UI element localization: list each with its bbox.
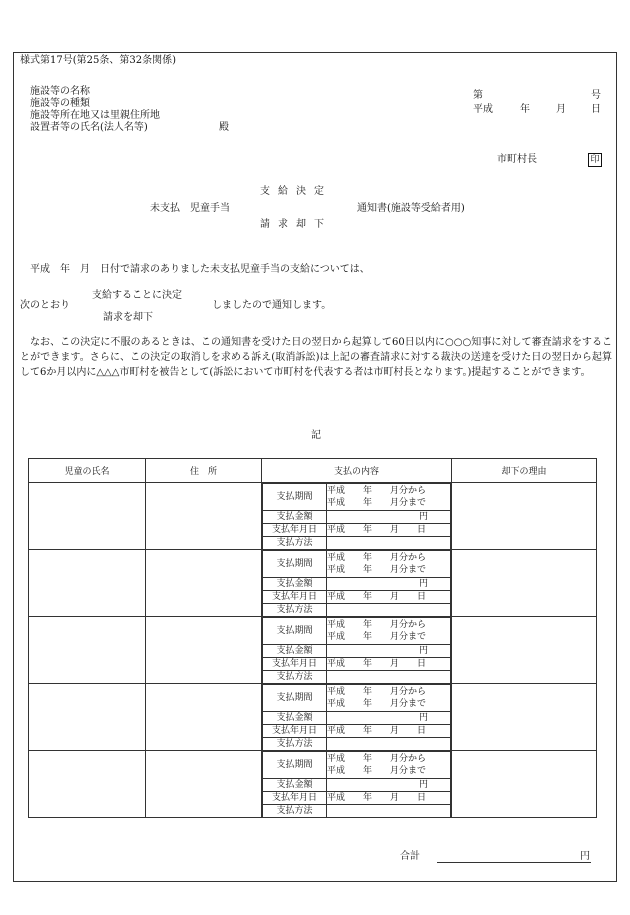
payment-detail xyxy=(262,550,451,616)
value-period[interactable]: 平成 年 月分から 平成 年 月分まで xyxy=(327,752,451,779)
value-method[interactable] xyxy=(327,805,451,818)
ki-heading: 記 xyxy=(311,430,321,441)
value-pay-date[interactable]: 平成 年 月 日 xyxy=(327,792,451,805)
value-method[interactable] xyxy=(327,671,451,684)
date-era: 平成 xyxy=(473,104,493,115)
label-period: 支払期間 xyxy=(263,484,327,511)
cell-child-name[interactable] xyxy=(29,751,146,818)
value-method[interactable] xyxy=(327,537,451,550)
total-unit: 円 xyxy=(580,851,590,862)
field-facility-name: 施設等の名称 xyxy=(30,86,90,97)
cell-payment-content xyxy=(262,684,452,751)
cell-address[interactable] xyxy=(146,684,262,751)
value-period[interactable]: 平成 年 月分から 平成 年 月分まで xyxy=(327,551,451,578)
cell-address[interactable] xyxy=(146,617,262,684)
label-amount: 支払金額 xyxy=(263,511,327,524)
cell-payment-content xyxy=(262,550,452,617)
paragraph-1: 平成 年 月 日付で請求のありました未支払児童手当の支給については、 xyxy=(30,264,370,275)
cell-rejection-reason[interactable] xyxy=(452,483,597,550)
value-period[interactable]: 平成 年 月分から 平成 年 月分まで xyxy=(327,618,451,645)
cell-address[interactable] xyxy=(146,550,262,617)
table-row xyxy=(29,684,597,751)
label-pay-date: 支払年月日 xyxy=(263,591,327,604)
value-amount[interactable]: 円 xyxy=(327,712,451,725)
title-lower: 請求却下 xyxy=(260,219,332,230)
label-period: 支払期間 xyxy=(263,618,327,645)
header-payment-content: 支払の内容 xyxy=(262,459,452,483)
header-rejection-reason: 却下の理由 xyxy=(452,459,597,483)
cell-child-name[interactable] xyxy=(29,550,146,617)
value-pay-date[interactable]: 平成 年 月 日 xyxy=(327,524,451,537)
payment-table xyxy=(28,458,597,818)
doc-number-dai: 第 xyxy=(473,90,483,101)
cell-payment-content xyxy=(262,751,452,818)
value-amount[interactable]: 円 xyxy=(327,645,451,658)
paragraph-2-suffix: しましたので通知します。 xyxy=(212,300,332,311)
label-period: 支払期間 xyxy=(263,685,327,712)
label-method: 支払方法 xyxy=(263,805,327,818)
label-pay-date: 支払年月日 xyxy=(263,658,327,671)
value-method[interactable] xyxy=(327,604,451,617)
value-pay-date[interactable]: 平成 年 月 日 xyxy=(327,725,451,738)
label-pay-date: 支払年月日 xyxy=(263,792,327,805)
payment-detail xyxy=(262,684,451,750)
cell-rejection-reason[interactable] xyxy=(452,617,597,684)
value-pay-date[interactable]: 平成 年 月 日 xyxy=(327,591,451,604)
honorific: 殿 xyxy=(219,122,229,133)
table-header xyxy=(29,459,597,483)
cell-child-name[interactable] xyxy=(29,483,146,550)
field-facility-type: 施設等の種類 xyxy=(30,98,90,109)
cell-address[interactable] xyxy=(146,751,262,818)
cell-rejection-reason[interactable] xyxy=(452,550,597,617)
field-founder-name: 設置者等の氏名(法人名等) xyxy=(30,122,148,133)
mayor-label: 市町村長 xyxy=(497,154,537,165)
date-month: 月 xyxy=(556,104,566,115)
value-method[interactable] xyxy=(327,738,451,751)
cell-address[interactable] xyxy=(146,483,262,550)
value-amount[interactable]: 円 xyxy=(327,511,451,524)
label-period: 支払期間 xyxy=(263,551,327,578)
value-period[interactable]: 平成 年 月分から 平成 年 月分まで xyxy=(327,484,451,511)
header-address: 住 所 xyxy=(146,459,262,483)
value-amount[interactable]: 円 xyxy=(327,578,451,591)
value-period[interactable]: 平成 年 月分から 平成 年 月分まで xyxy=(327,685,451,712)
field-facility-address: 施設等所在地又は里親住所地 xyxy=(30,110,160,121)
label-method: 支払方法 xyxy=(263,671,327,684)
label-period: 支払期間 xyxy=(263,752,327,779)
cell-child-name[interactable] xyxy=(29,684,146,751)
cell-payment-content xyxy=(262,617,452,684)
label-method: 支払方法 xyxy=(263,738,327,751)
paragraph-3: なお、この決定に不服のあるときは、この通知書を受けた日の翌日から起算して60日以内に○○○知事に対して審査請求をすることができます。さらに、この決定の取消しを求める訴え(取消訴訟)は上記の審査請求に対する裁決の送達を受けた日の翌日から起算して6か月以内に△△△市町村を被告として(訴訟において市町村を代表する者は市町村長となります。)提起することができます。 xyxy=(20,337,612,378)
form-number: 様式第17号(第25条、第32条関係) xyxy=(20,55,176,66)
label-amount: 支払金額 xyxy=(263,578,327,591)
paragraph-2-prefix: 次のとおり xyxy=(20,300,70,311)
decision-lower: 請求を却下 xyxy=(103,312,153,323)
cell-payment-content xyxy=(262,483,452,550)
label-pay-date: 支払年月日 xyxy=(263,524,327,537)
cell-child-name[interactable] xyxy=(29,617,146,684)
payment-detail xyxy=(262,751,451,817)
title-upper: 支給決定 xyxy=(260,186,332,197)
doc-number-go: 号 xyxy=(591,90,601,101)
payment-detail xyxy=(262,617,451,683)
title-left: 未支払 児童手当 xyxy=(150,203,230,214)
seal-mark: 印 xyxy=(588,153,602,167)
label-amount: 支払金額 xyxy=(263,779,327,792)
label-method: 支払方法 xyxy=(263,604,327,617)
label-amount: 支払金額 xyxy=(263,645,327,658)
payment-detail xyxy=(262,483,451,549)
label-pay-date: 支払年月日 xyxy=(263,725,327,738)
total-line xyxy=(437,862,591,863)
label-amount: 支払金額 xyxy=(263,712,327,725)
table-row xyxy=(29,550,597,617)
header-child-name: 児童の氏名 xyxy=(29,459,146,483)
label-method: 支払方法 xyxy=(263,537,327,550)
table-row xyxy=(29,617,597,684)
title-right: 通知書(施設等受給者用) xyxy=(357,203,465,214)
date-day: 日 xyxy=(591,104,601,115)
value-amount[interactable]: 円 xyxy=(327,779,451,792)
total-label: 合計 xyxy=(400,851,420,862)
table-row xyxy=(29,483,597,550)
table-row xyxy=(29,751,597,818)
cell-rejection-reason[interactable] xyxy=(452,684,597,751)
cell-rejection-reason[interactable] xyxy=(452,751,597,818)
value-pay-date[interactable]: 平成 年 月 日 xyxy=(327,658,451,671)
decision-upper: 支給することに決定 xyxy=(92,290,182,301)
date-year: 年 xyxy=(520,104,530,115)
